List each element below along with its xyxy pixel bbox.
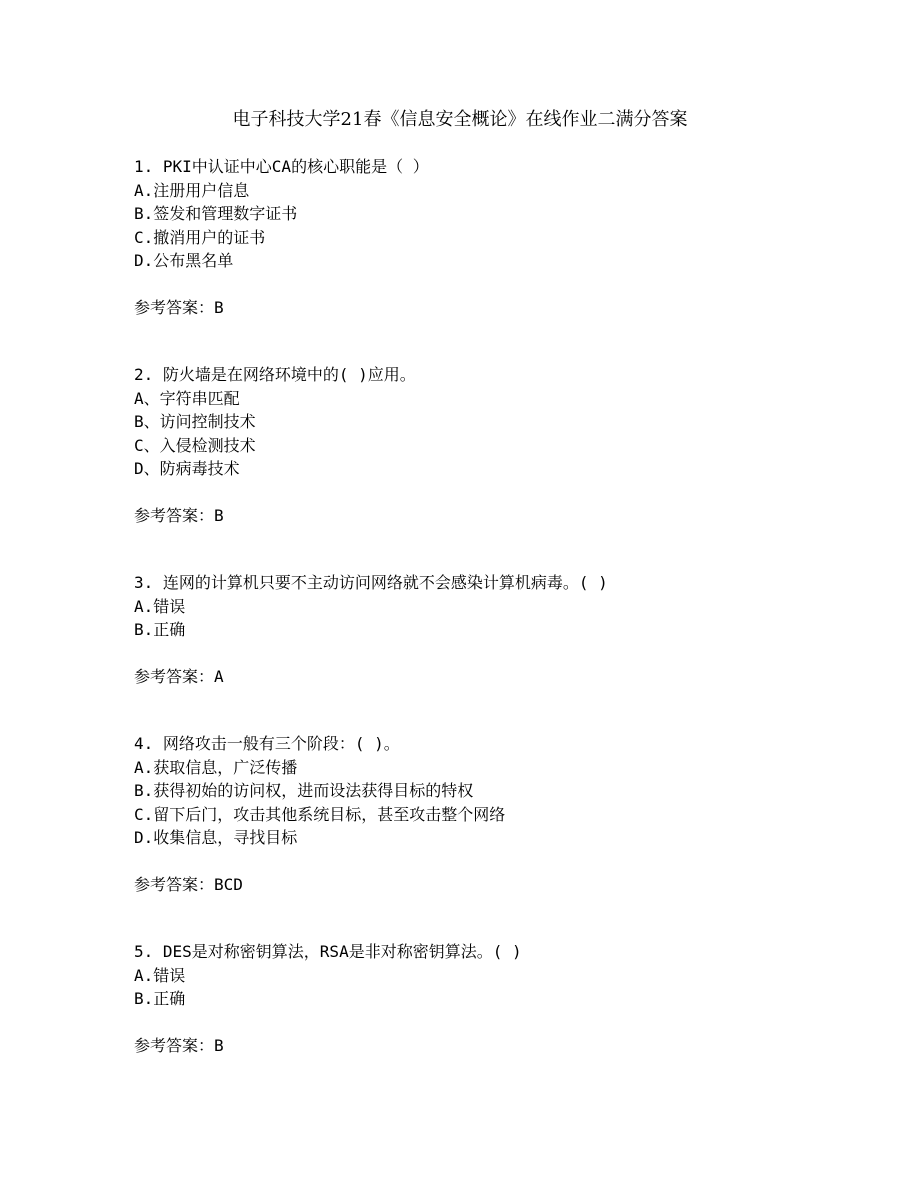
answer-line [134,504,834,528]
answer-line [134,873,834,897]
option-b: B.正确 [134,989,186,1008]
answer-line [134,1034,834,1058]
question-stem: 1. PKI中认证中心CA的核心职能是（ ） [134,157,429,176]
option-c: C、入侵检测技术 [134,435,256,455]
answer-label: 参考答案： [134,666,215,686]
option-d: D、防病毒技术 [134,459,240,478]
question-4 [134,732,834,896]
answer-line [134,665,834,689]
question-stem: 5. DES是对称密钥算法，RSA是非对称密钥算法。( ) [134,942,522,961]
option-d: D.公布黑名单 [134,251,234,270]
answer-value: B [214,1035,224,1055]
option-d: D.收集信息，寻找目标 [134,828,298,847]
answer-label: 参考答案： [134,1035,215,1055]
answer-value: B [214,505,224,525]
option-a: A.错误 [134,965,186,985]
question-stem: 3. 连网的计算机只要不主动访问网络就不会感染计算机病毒。( ) [134,573,608,592]
option-b: B.签发和管理数字证书 [134,204,298,223]
option-c: C.留下后门，攻击其他系统目标，甚至攻击整个网络 [134,804,506,824]
question-2 [134,363,834,527]
question-1 [134,155,834,319]
answer-value: BCD [214,874,243,894]
option-b: B.获得初始的访问权，进而设法获得目标的特权 [134,781,474,800]
document-title: 电子科技大学21春《信息安全概论》在线作业二满分答案 [232,109,688,130]
option-a: A.注册用户信息 [134,180,250,200]
answer-line [134,296,834,320]
question-stem: 4. 网络攻击一般有三个阶段：( )。 [134,734,400,753]
question-3 [134,571,834,688]
answer-label: 参考答案： [134,297,215,317]
answer-label: 参考答案： [134,874,215,894]
option-b: B.正确 [134,620,186,639]
answer-value: A [214,666,224,686]
option-a: A、字符串匹配 [134,388,240,408]
option-a: A.获取信息，广泛传播 [134,757,298,777]
question-stem: 2. 防火墙是在网络环境中的( )应用。 [134,365,416,384]
answer-value: B [214,297,224,317]
question-5 [134,940,834,1057]
option-b: B、访问控制技术 [134,412,256,431]
option-c: C.撤消用户的证书 [134,227,266,247]
option-a: A.错误 [134,596,186,616]
answer-label: 参考答案： [134,505,215,525]
